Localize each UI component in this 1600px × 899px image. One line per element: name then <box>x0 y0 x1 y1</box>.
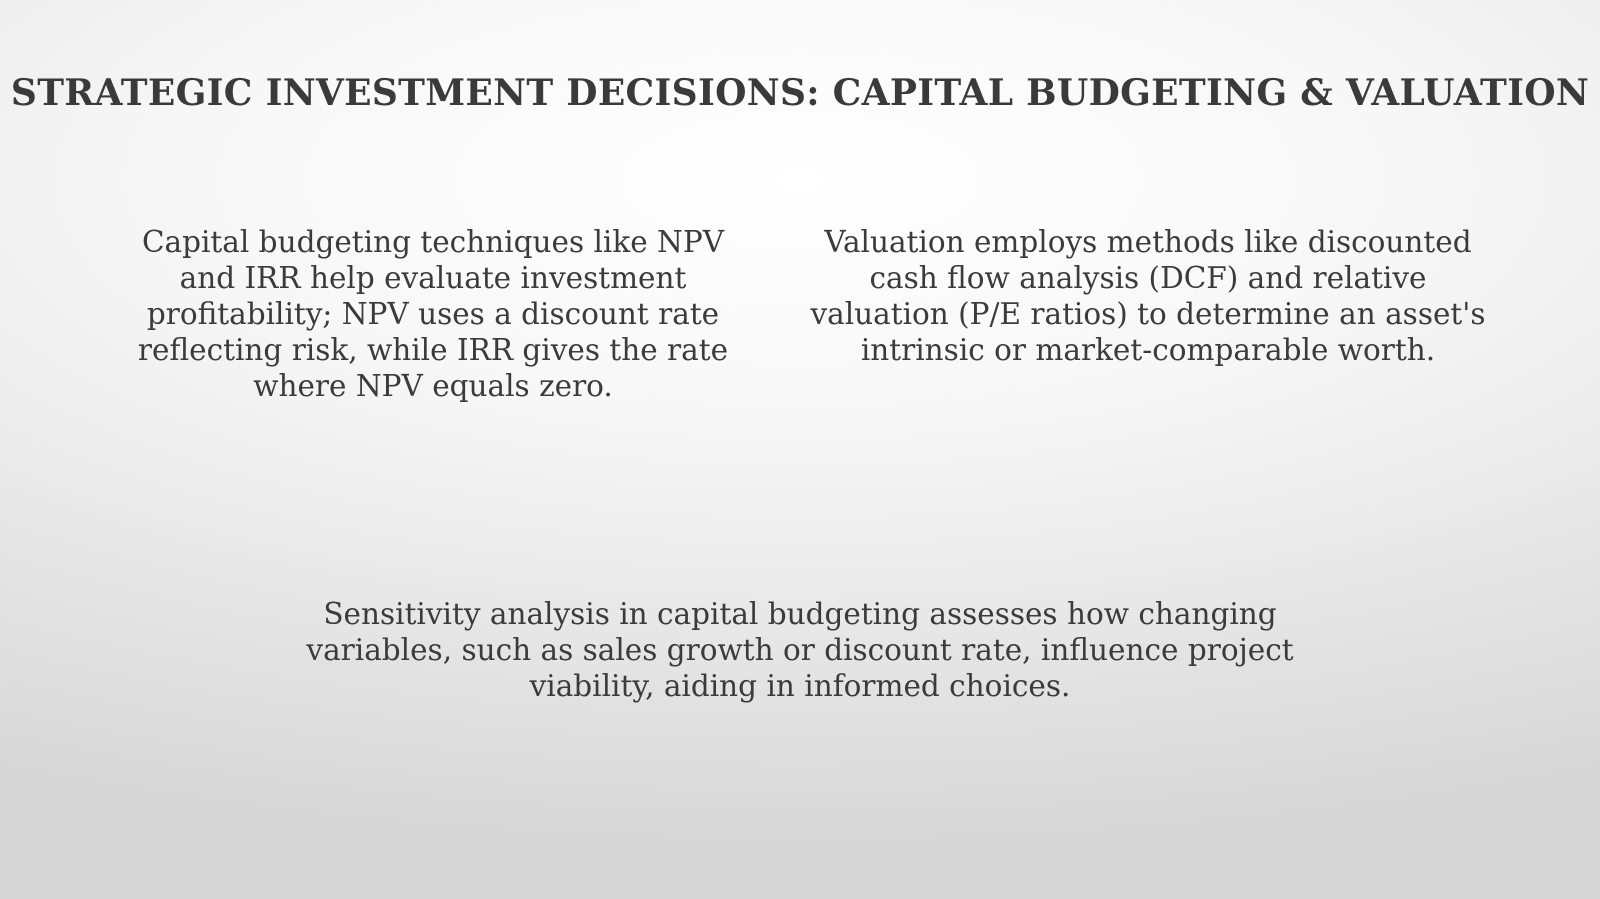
slide-title: STRATEGIC INVESTMENT DECISIONS: CAPITAL BUDGETING & VALUATION <box>10 72 1590 114</box>
sensitivity-analysis-paragraph: Sensitivity analysis in capital budgeting assesses how changing variables, such as sales growth or discount rate, influence project viability, aiding in informed choices. <box>306 597 1294 703</box>
valuation-paragraph: Valuation employs methods like discounted cash flow analysis (DCF) and relative valuation (P/E ratios) to determine an asset's intrinsic or market-comparable worth. <box>810 225 1486 367</box>
capital-budgeting-paragraph: Capital budgeting techniques like NPV and IRR help evaluate investment profitability; NPV uses a discount rate reflecting risk, while IRR gives the rate where NPV equals zero. <box>137 225 729 403</box>
